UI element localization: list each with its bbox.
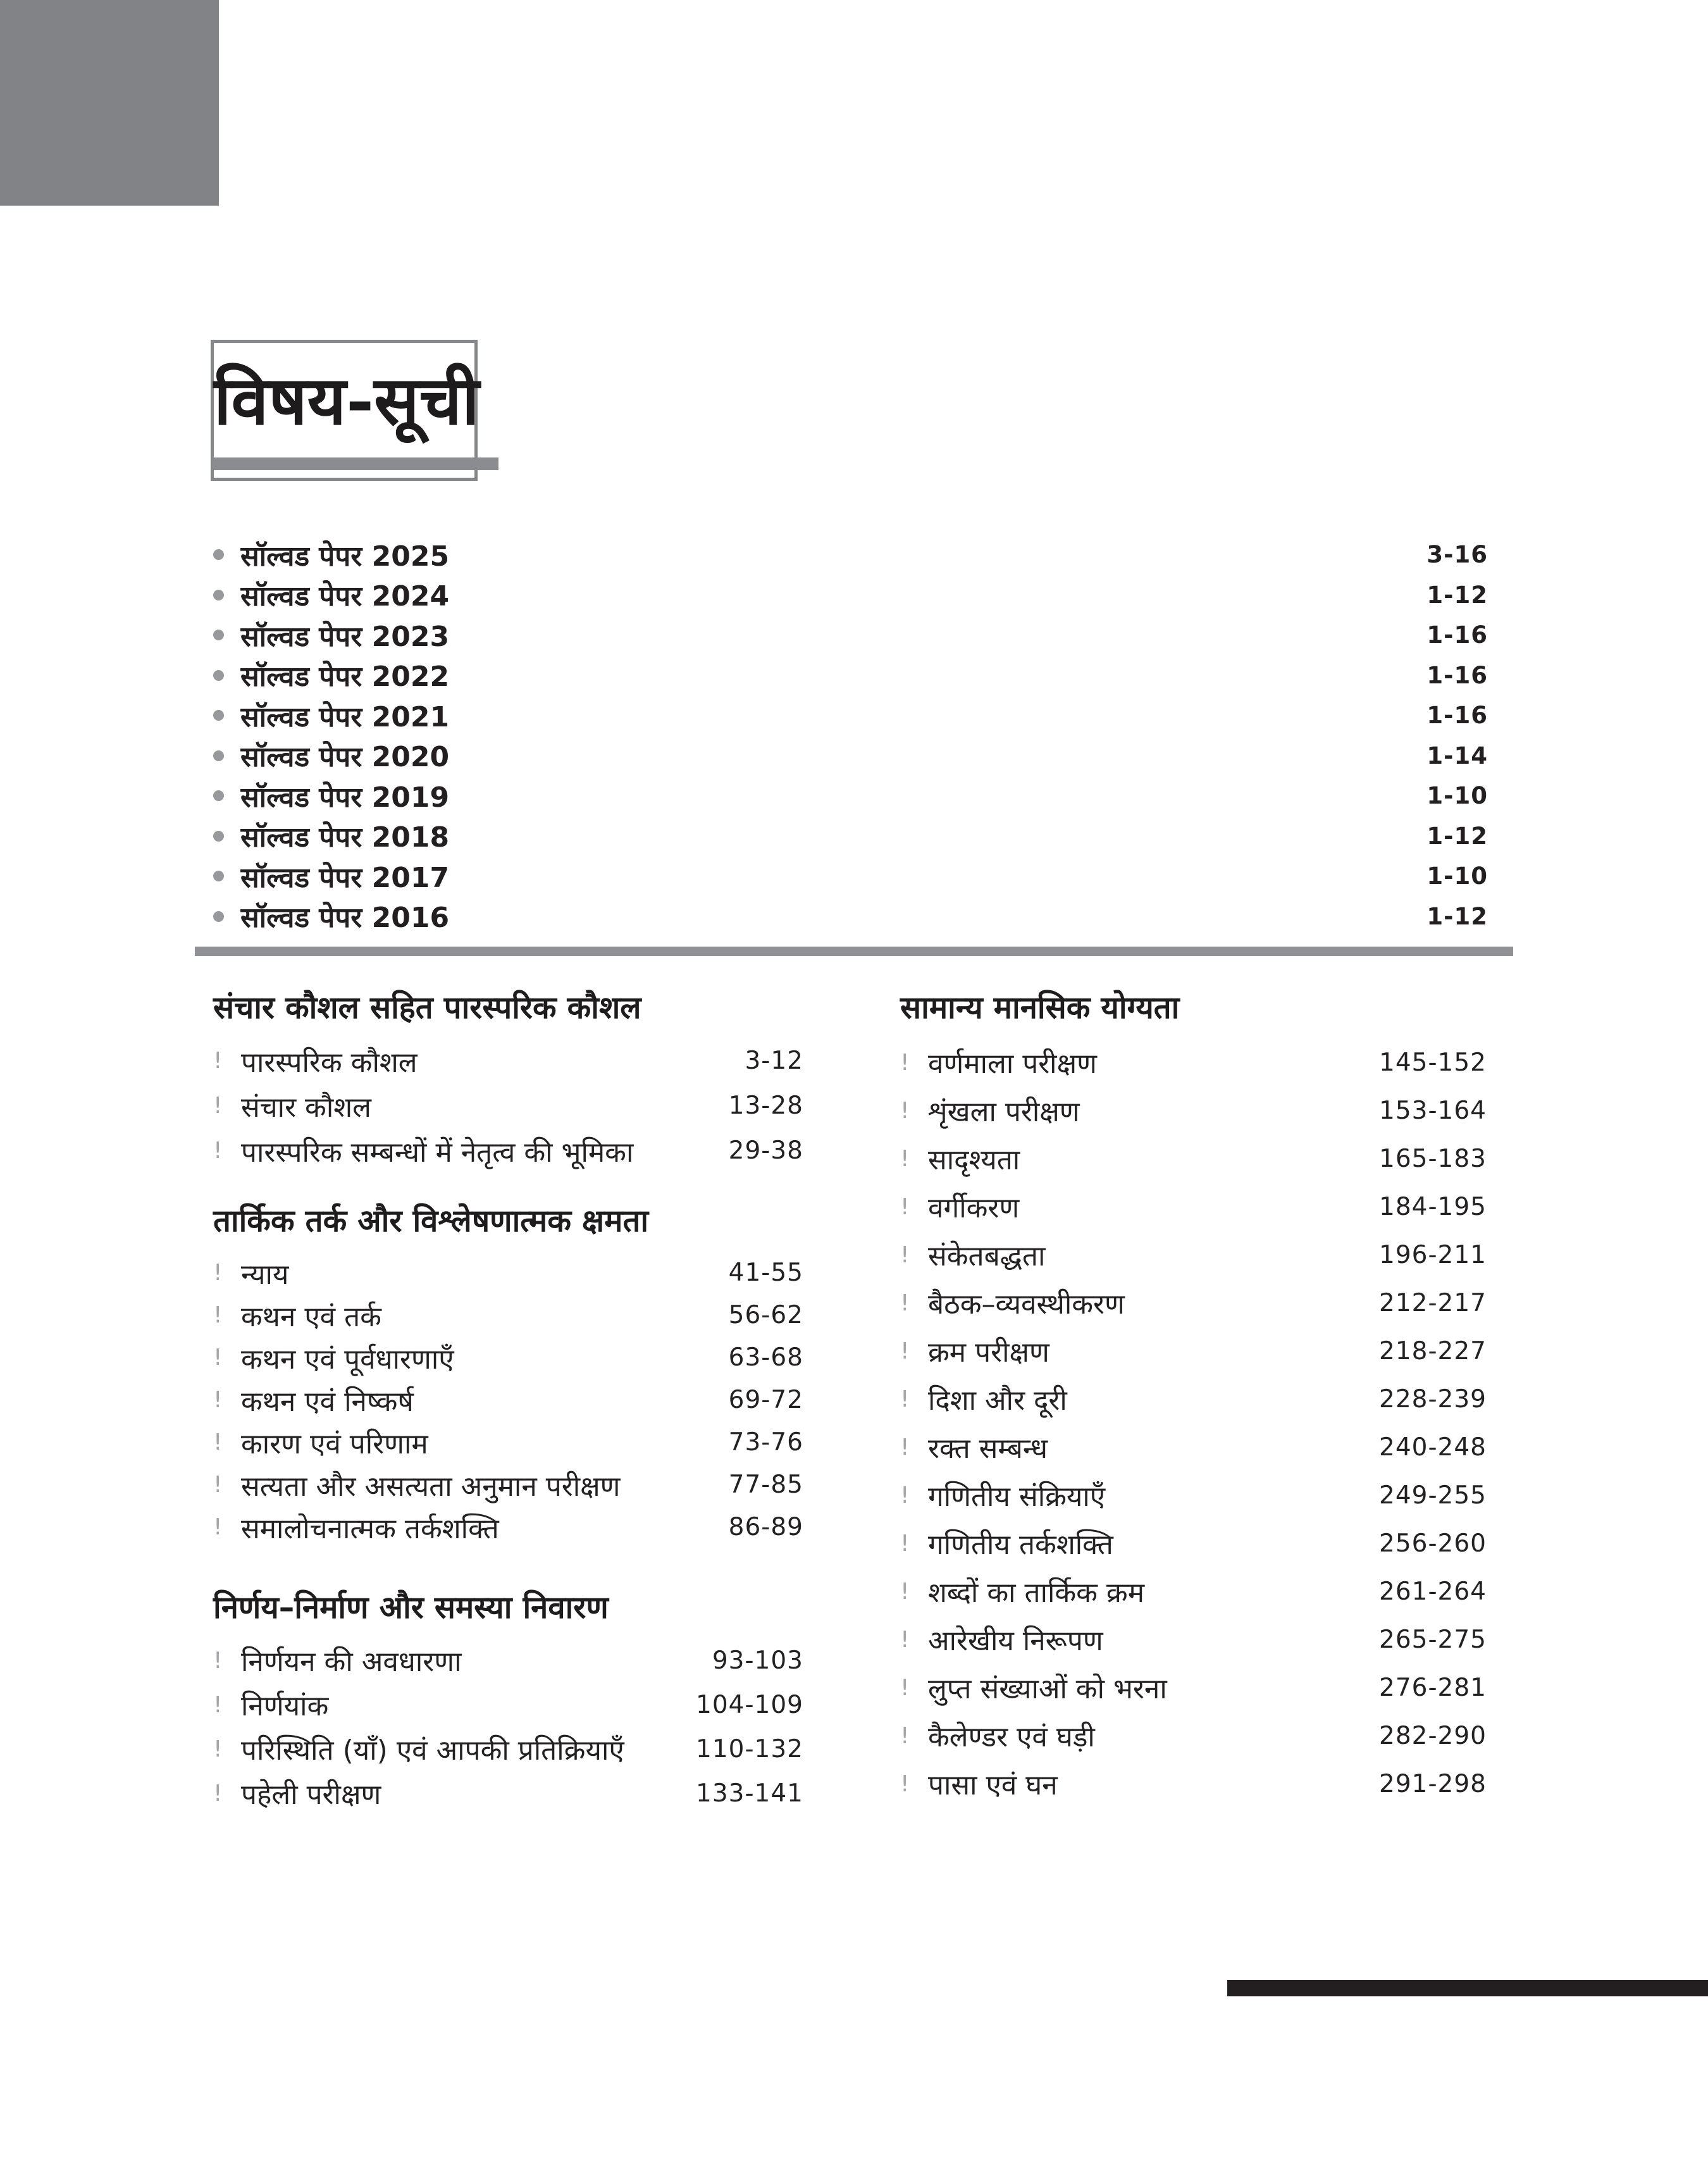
- toc-item-label: परिस्थिति (याँ) एवं आपकी प्रतिक्रियाएँ: [241, 1734, 624, 1767]
- toc-item-row: [900, 1423, 1487, 1471]
- exclamation-bullet-icon: !: [213, 1093, 223, 1119]
- solved-paper-row: [213, 736, 1488, 776]
- exclamation-bullet-icon: !: [213, 1472, 223, 1498]
- circle-bullet-icon: [213, 831, 224, 842]
- solved-paper-label: सॉल्वड पेपर 2018: [240, 821, 450, 854]
- toc-item-pages: 13-28: [728, 1092, 803, 1120]
- circle-bullet-icon: [213, 710, 224, 721]
- circle-bullet-icon: [213, 911, 224, 922]
- toc-item-pages: 104-109: [696, 1690, 803, 1719]
- toc-item-label: समालोचनात्मक तर्कशक्ति: [241, 1512, 499, 1545]
- toc-item-row: [900, 1664, 1487, 1712]
- solved-paper-pages: 1-10: [1426, 862, 1488, 890]
- circle-bullet-icon: [213, 590, 224, 600]
- toc-item-row: [900, 1279, 1487, 1327]
- toc-item-row: [900, 1567, 1487, 1615]
- exclamation-bullet-icon: !: [213, 1260, 223, 1286]
- toc-item-pages: 265-275: [1379, 1625, 1487, 1654]
- title-underline-bar: [213, 457, 498, 470]
- toc-item-pages: 93-103: [712, 1646, 803, 1675]
- section-heading: निर्णय–निर्माण और समस्या निवारण: [213, 1589, 609, 1626]
- exclamation-bullet-icon: !: [213, 1138, 223, 1164]
- toc-item-label: कथन एवं तर्क: [241, 1300, 381, 1333]
- toc-item-pages: 165-183: [1379, 1144, 1487, 1173]
- solved-paper-label: सॉल्वड पेपर 2021: [240, 700, 450, 733]
- solved-paper-row: [213, 856, 1488, 897]
- toc-item-label: पारस्परिक कौशल: [241, 1046, 418, 1079]
- toc-item-label: कैलेण्डर एवं घड़ी: [928, 1721, 1095, 1753]
- exclamation-bullet-icon: !: [213, 1691, 223, 1718]
- toc-item-row: [900, 1471, 1487, 1519]
- toc-item-row: [213, 1421, 803, 1464]
- circle-bullet-icon: [213, 630, 224, 640]
- toc-item-pages: 212-217: [1379, 1288, 1487, 1317]
- circle-bullet-icon: [213, 790, 224, 801]
- toc-item-row: [213, 1336, 803, 1379]
- toc-item-label: संकेतबद्धता: [928, 1240, 1046, 1272]
- toc-item-label: संचार कौशल: [241, 1091, 372, 1124]
- toc-item-pages: 184-195: [1379, 1192, 1487, 1221]
- exclamation-bullet-icon: !: [900, 1097, 910, 1124]
- solved-paper-row: [213, 535, 1488, 575]
- solved-paper-row: [213, 695, 1488, 736]
- toc-item-label: दिशा और दूरी: [928, 1384, 1067, 1417]
- toc-item-label: पासा एवं घन: [928, 1769, 1058, 1801]
- solved-paper-row: [213, 575, 1488, 616]
- solved-paper-pages: 1-16: [1426, 621, 1488, 649]
- solved-paper-pages: 1-16: [1426, 661, 1488, 689]
- toc-item-label: निर्णयांक: [241, 1690, 329, 1722]
- toc-item-label: गणितीय संक्रियाएँ: [928, 1481, 1106, 1513]
- section-heading: संचार कौशल सहित पारस्परिक कौशल: [213, 990, 641, 1026]
- toc-item-label: सत्यता और असत्यता अनुमान परीक्षण: [241, 1470, 621, 1503]
- toc-item-label: कारण एवं परिणाम: [241, 1427, 428, 1460]
- toc-item-row: [213, 1083, 803, 1128]
- toc-item-pages: 291-298: [1379, 1769, 1487, 1798]
- toc-item-row: [213, 1294, 803, 1336]
- exclamation-bullet-icon: !: [213, 1647, 223, 1674]
- toc-item-row: [900, 1760, 1487, 1808]
- toc-item-pages: 240-248: [1379, 1433, 1487, 1462]
- toc-item-pages: 73-76: [728, 1428, 803, 1457]
- toc-item-row: [900, 1712, 1487, 1760]
- solved-paper-pages: 1-12: [1426, 822, 1488, 850]
- toc-item-label: निर्णयन की अवधारणा: [241, 1646, 462, 1678]
- toc-item-row: [900, 1135, 1487, 1183]
- toc-item-row: [213, 1038, 803, 1083]
- solved-paper-pages: 1-14: [1426, 742, 1488, 769]
- toc-item-row: [213, 1682, 803, 1727]
- toc-item-label: आरेखीय निरूपण: [928, 1625, 1103, 1657]
- toc-item-pages: 153-164: [1379, 1096, 1487, 1125]
- exclamation-bullet-icon: !: [213, 1514, 223, 1540]
- solved-paper-label: सॉल्वड पेपर 2022: [240, 661, 450, 693]
- exclamation-bullet-icon: !: [213, 1780, 223, 1807]
- circle-bullet-icon: [213, 750, 224, 761]
- toc-item-label: गणितीय तर्कशक्ति: [928, 1529, 1113, 1561]
- toc-item-row: [213, 1727, 803, 1771]
- toc-item-pages: 86-89: [728, 1513, 803, 1541]
- toc-item-label: क्रम परीक्षण: [928, 1336, 1049, 1369]
- toc-item-pages: 69-72: [728, 1386, 803, 1414]
- toc-item-label: सादृश्यता: [928, 1144, 1020, 1176]
- solved-paper-row: [213, 656, 1488, 696]
- toc-item-pages: 256-260: [1379, 1529, 1487, 1558]
- solved-paper-row: [213, 776, 1488, 816]
- exclamation-bullet-icon: !: [213, 1736, 223, 1762]
- toc-item-row: [900, 1327, 1487, 1375]
- exclamation-bullet-icon: !: [900, 1386, 910, 1412]
- toc-item-row: [900, 1375, 1487, 1423]
- exclamation-bullet-icon: !: [900, 1530, 910, 1557]
- section-heading: सामान्य मानसिक योग्यता: [900, 990, 1180, 1026]
- toc-item-pages: 77-85: [728, 1471, 803, 1499]
- solved-paper-label: सॉल्वड पेपर 2023: [240, 620, 450, 653]
- toc-item-label: वर्णमाला परीक्षण: [928, 1048, 1097, 1080]
- toc-item-label: न्याय: [241, 1258, 289, 1291]
- toc-item-label: वर्गीकरण: [928, 1192, 1020, 1224]
- exclamation-bullet-icon: !: [900, 1241, 910, 1268]
- solved-paper-label: सॉल्वड पेपर 2016: [240, 902, 450, 935]
- solved-paper-row: [213, 615, 1488, 656]
- solved-paper-label: सॉल्वड पेपर 2024: [240, 580, 450, 613]
- toc-left-column: [213, 989, 803, 1815]
- toc-item-label: लुप्त संख्याओं को भरना: [928, 1673, 1167, 1705]
- toc-item-label: कथन एवं निष्कर्ष: [241, 1385, 414, 1418]
- circle-bullet-icon: [213, 670, 224, 681]
- exclamation-bullet-icon: !: [900, 1049, 910, 1076]
- toc-item-pages: 133-141: [696, 1779, 803, 1808]
- toc-item-row: [213, 1252, 803, 1294]
- solved-paper-label: सॉल्वड पेपर 2019: [240, 781, 450, 814]
- toc-item-label: पारस्परिक सम्बन्धों में नेतृत्व की भूमिका: [241, 1136, 634, 1169]
- toc-item-pages: 261-264: [1379, 1577, 1487, 1606]
- toc-item-pages: 3-12: [745, 1047, 803, 1075]
- solved-paper-pages: 3-16: [1426, 541, 1488, 569]
- toc-item-label: रक्त सम्बन्ध: [928, 1433, 1048, 1465]
- exclamation-bullet-icon: !: [900, 1338, 910, 1364]
- toc-item-pages: 249-255: [1379, 1481, 1487, 1510]
- toc-right-column: [900, 989, 1487, 1808]
- toc-item-label: शब्दों का तार्किक क्रम: [928, 1577, 1145, 1609]
- toc-item-row: [213, 1506, 803, 1548]
- toc-item-pages: 110-132: [696, 1734, 803, 1763]
- exclamation-bullet-icon: !: [900, 1722, 910, 1749]
- page-title: विषय-सूची: [214, 361, 480, 440]
- exclamation-bullet-icon: !: [900, 1290, 910, 1316]
- toc-item-row: [213, 1464, 803, 1506]
- page-corner-decoration: [0, 0, 219, 206]
- exclamation-bullet-icon: !: [900, 1626, 910, 1653]
- exclamation-bullet-icon: !: [213, 1429, 223, 1455]
- exclamation-bullet-icon: !: [213, 1048, 223, 1074]
- exclamation-bullet-icon: !: [213, 1302, 223, 1328]
- toc-item-row: [213, 1638, 803, 1682]
- circle-bullet-icon: [213, 871, 224, 881]
- exclamation-bullet-icon: !: [900, 1674, 910, 1701]
- toc-item-pages: 63-68: [728, 1343, 803, 1372]
- exclamation-bullet-icon: !: [900, 1193, 910, 1220]
- toc-item-label: शृंखला परीक्षण: [928, 1096, 1080, 1128]
- solved-paper-label: सॉल्वड पेपर 2017: [240, 861, 450, 894]
- toc-item-pages: 196-211: [1379, 1240, 1487, 1269]
- section-heading: तार्किक तर्क और विश्लेषणात्मक क्षमता: [213, 1203, 649, 1239]
- toc-item-row: [900, 1183, 1487, 1231]
- toc-item-row: [900, 1231, 1487, 1279]
- toc-item-pages: 41-55: [728, 1259, 803, 1287]
- exclamation-bullet-icon: !: [900, 1482, 910, 1508]
- bottom-right-bar: [1227, 1980, 1708, 1996]
- exclamation-bullet-icon: !: [900, 1434, 910, 1460]
- toc-item-pages: 228-239: [1379, 1384, 1487, 1414]
- section-divider: [195, 947, 1513, 956]
- exclamation-bullet-icon: !: [900, 1770, 910, 1797]
- solved-paper-pages: 1-12: [1426, 902, 1488, 930]
- circle-bullet-icon: [213, 549, 224, 560]
- exclamation-bullet-icon: !: [213, 1387, 223, 1413]
- solved-paper-row: [213, 897, 1488, 937]
- solved-paper-pages: 1-10: [1426, 782, 1488, 810]
- toc-item-label: बैठक–व्यवस्थीकरण: [928, 1288, 1125, 1321]
- toc-item-row: [213, 1128, 803, 1173]
- exclamation-bullet-icon: !: [900, 1145, 910, 1172]
- toc-item-row: [900, 1519, 1487, 1567]
- exclamation-bullet-icon: !: [213, 1345, 223, 1371]
- toc-item-row: [213, 1771, 803, 1815]
- toc-item-row: [900, 1615, 1487, 1664]
- toc-item-pages: 276-281: [1379, 1673, 1487, 1702]
- toc-item-row: [213, 1379, 803, 1421]
- toc-item-row: [900, 1038, 1487, 1086]
- toc-item-label: पहेली परीक्षण: [241, 1779, 381, 1811]
- toc-item-pages: 282-290: [1379, 1721, 1487, 1750]
- exclamation-bullet-icon: !: [900, 1578, 910, 1605]
- toc-item-label: कथन एवं पूर्वधारणाएँ: [241, 1343, 454, 1376]
- solved-paper-label: सॉल्वड पेपर 2025: [240, 540, 450, 573]
- solved-paper-pages: 1-16: [1426, 702, 1488, 730]
- title-box: [211, 340, 478, 481]
- solved-papers-list: [213, 535, 1488, 936]
- toc-item-row: [900, 1086, 1487, 1135]
- toc-item-pages: 29-38: [728, 1136, 803, 1165]
- solved-paper-label: सॉल्वड पेपर 2020: [240, 741, 450, 774]
- toc-item-pages: 145-152: [1379, 1048, 1487, 1077]
- solved-paper-row: [213, 816, 1488, 857]
- solved-paper-pages: 1-12: [1426, 581, 1488, 609]
- toc-item-pages: 218-227: [1379, 1336, 1487, 1365]
- toc-item-pages: 56-62: [728, 1301, 803, 1329]
